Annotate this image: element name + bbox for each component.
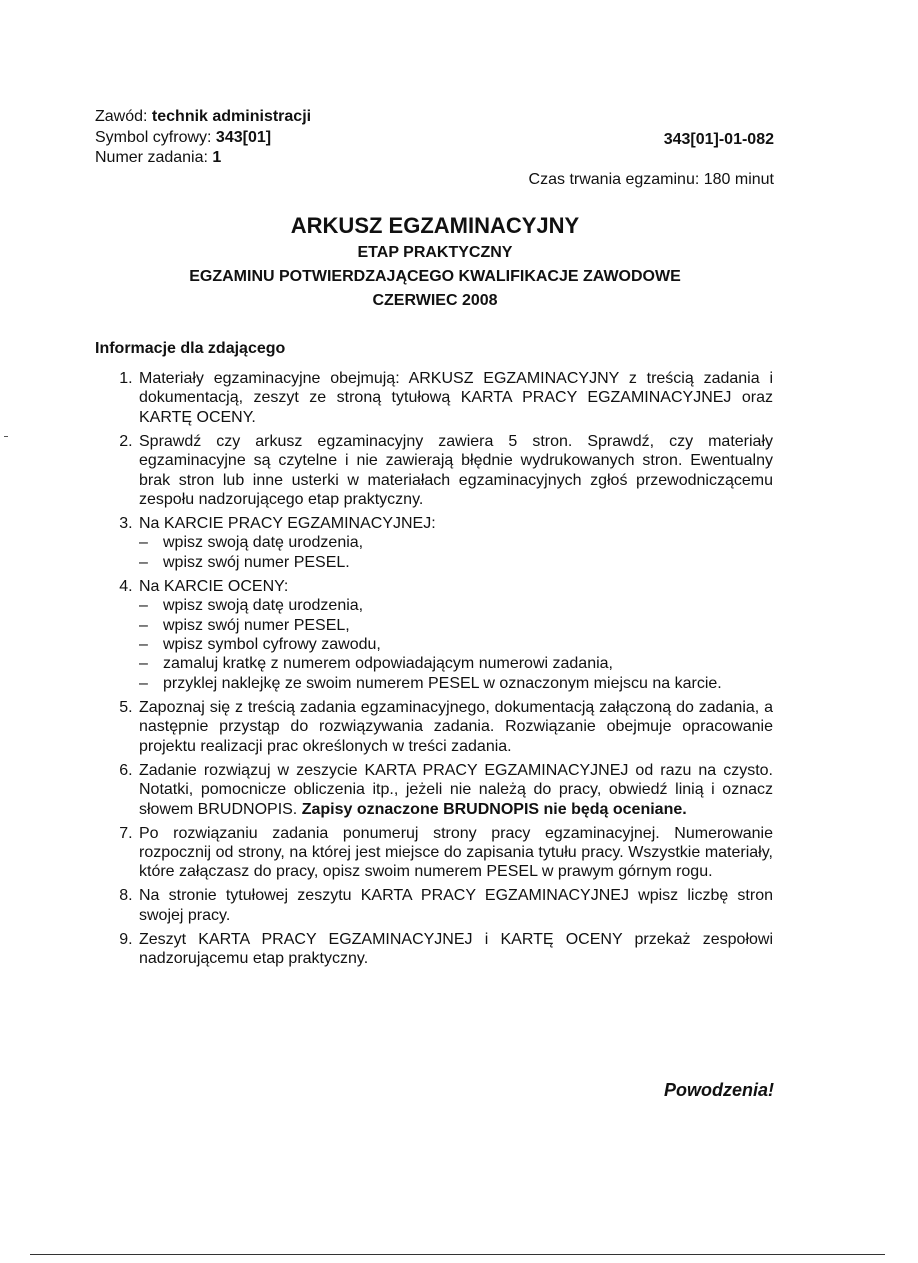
sub-item: – zamaluj kratkę z numerem odpowiadającym numerowi zadania,: [163, 654, 773, 673]
task-number-line: [95, 148, 311, 169]
sheet-code: 343[01]-01-082: [663, 131, 774, 148]
sub-item: – wpisz swój numer PESEL.: [163, 553, 773, 572]
instruction-8: 8. Na stronie tytułowej zeszytu KARTA PRACY EGZAMINACYJNEJ wpisz liczbę stron swojej pracy.: [137, 886, 773, 925]
exam-header-info: [95, 107, 311, 169]
exam-duration: Czas trwania egzaminu: 180 minut: [528, 171, 774, 188]
instruction-6-bold: Zapisy oznaczone BRUDNOPIS nie będą oceniane.: [301, 800, 687, 818]
instruction-5: 5. Zapoznaj się z treścią zadania egzaminacyjnego, dokumentacją załączoną do zadania, a następnie przystąp do rozwiązywania zadania. Rozwiązanie obejmuje opracowanie projektu realizacji prac określonych w treści zadania.: [137, 698, 773, 756]
profession-value: technik administracji: [151, 108, 312, 125]
main-title: ARKUSZ EGZAMINACYJNY: [290, 213, 580, 238]
symbol-label: Symbol cyfrowy:: [95, 128, 212, 146]
instructions-list: [95, 369, 773, 973]
footer-divider: [30, 1254, 885, 1255]
profession-label: Zawód:: [95, 108, 148, 125]
instruction-6-text: Zadanie rozwiązuj w zeszycie KARTA PRACY EGZAMINACYJNEJ od razu na czysto. Notatki, pomocnicze obliczenia itp., jeżeli nie należą do pracy, obwiedź linią i oznacz słowem BRUDNOPIS.: [139, 761, 773, 818]
instruction-4: [137, 577, 773, 693]
sub-item: – przyklej naklejkę ze swoim numerem PESEL w oznaczonym miejscu na karcie.: [163, 674, 773, 693]
sub-item: – wpisz swój numer PESEL,: [163, 616, 773, 635]
info-heading: Informacje dla zdającego: [95, 340, 286, 357]
instruction-4-lead: Na KARCIE OCENY:: [139, 577, 289, 595]
sub-item: – wpisz swoją datę urodzenia,: [163, 533, 773, 552]
instruction-3-sublist: [139, 533, 773, 572]
instruction-7: 7. Po rozwiązaniu zadania ponumeruj strony pracy egzaminacyjnej. Numerowanie rozpocznij od strony, na której jest miejsce do zapisania tytułu pracy. Wszystkie materiały, które załączasz do pracy, opisz swoim numerem PESEL w prawym górnym rogu.: [137, 824, 773, 882]
instruction-6: [137, 761, 773, 819]
sub-item: – wpisz symbol cyfrowy zawodu,: [163, 635, 773, 654]
scan-artifact: [4, 436, 8, 437]
title-block: [95, 211, 775, 313]
symbol-line: [95, 128, 311, 149]
instruction-3: [137, 514, 773, 572]
stage-title: ETAP PRAKTYCZNY: [357, 244, 513, 261]
task-number-value: 1: [212, 149, 222, 166]
symbol-value: 343[01]: [215, 128, 272, 146]
profession-line: [95, 107, 311, 128]
sub-item: – wpisz swoją datę urodzenia,: [163, 596, 773, 615]
closing-greeting: Powodzenia!: [663, 1080, 774, 1100]
instruction-1: 1. Materiały egzaminacyjne obejmują: ARKUSZ EGZAMINACYJNY z treścią zadania i dokumentacją, zeszyt ze stroną tytułową KARTA PRACY EGZAMINACYJNEJ oraz KARTĘ OCENY.: [137, 369, 773, 427]
instruction-2: 2. Sprawdź czy arkusz egzaminacyjny zawiera 5 stron. Sprawdź, czy materiały egzaminacyjne są czytelne i nie zawierają błędnie wydrukowanych stron. Ewentualny brak stron lub inne usterki w materiałach egzaminacyjnych zgłoś przewodniczącemu zespołu nadzorującego etap praktyczny.: [137, 432, 773, 510]
instruction-9: 9. Zeszyt KARTA PRACY EGZAMINACYJNEJ i KARTĘ OCENY przekaż zespołowi nadzorującemu etap praktyczny.: [137, 930, 773, 969]
exam-title: EGZAMINU POTWIERDZAJĄCEGO KWALIFIKACJE ZAWODOWE: [189, 268, 681, 285]
instruction-3-lead: Na KARCIE PRACY EGZAMINACYJNEJ:: [139, 515, 436, 533]
instruction-4-sublist: [139, 596, 773, 693]
task-number-label: Numer zadania:: [95, 149, 208, 166]
exam-date: CZERWIEC 2008: [372, 292, 498, 309]
